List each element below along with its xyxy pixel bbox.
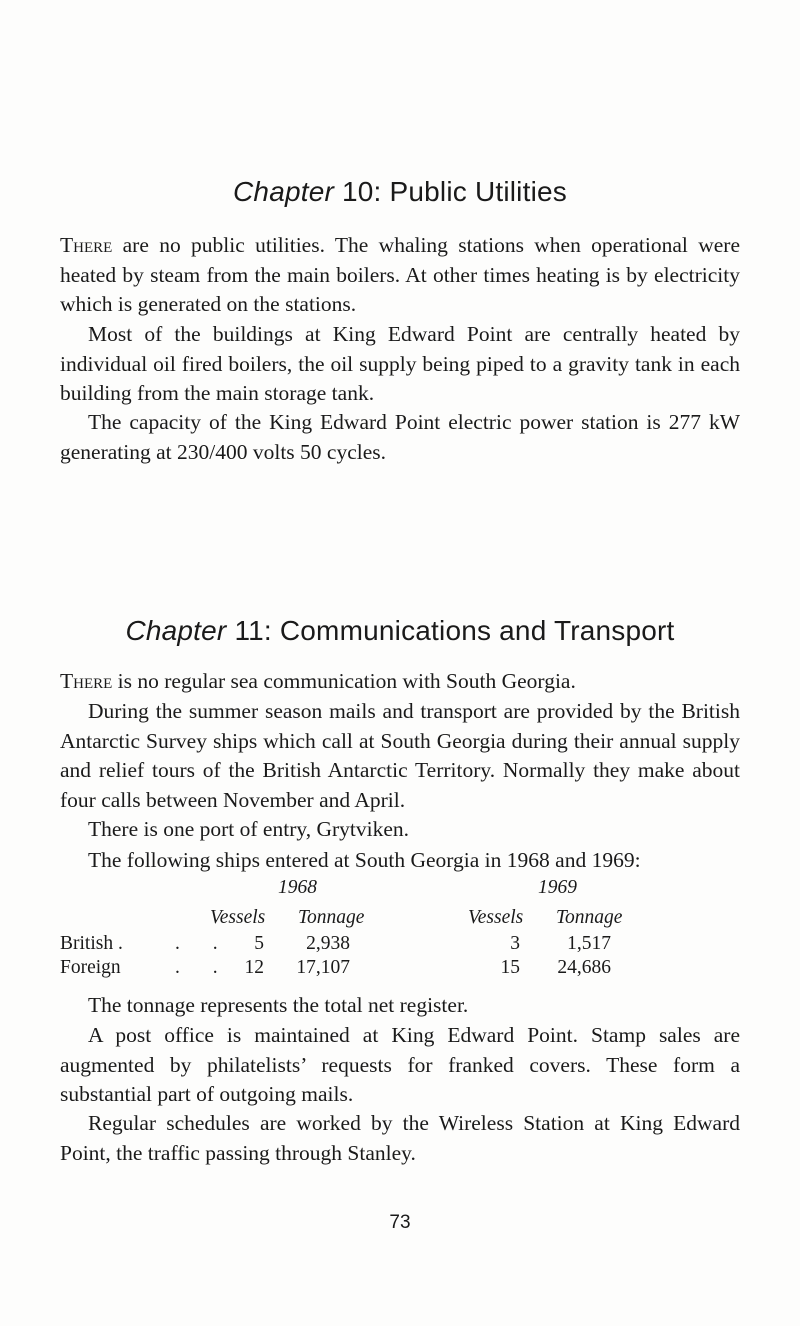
table-cell-foreign-vessels-1969: 15: [500, 957, 520, 978]
table-header-tonnage-1968: Tonnage: [298, 907, 365, 928]
chapter-10-paragraph-1: [60, 231, 740, 320]
table-cell-british-tonnage-1969: 1,517: [567, 933, 611, 954]
chapter-11-label: Chapter: [125, 615, 227, 646]
chapter-11-paragraph-2: During the summer season mails and transport are provided by the British Antarctic Survey ships which call at South Georgia during their annual supply and relief tours of the British Antarctic Territory. Normally they make about four calls between November and April.: [60, 699, 740, 812]
chapter-10-label: Chapter: [233, 176, 335, 207]
chapter-11-paragraph-6: A post office is maintained at King Edward Point. Stamp sales are augmented by philatelists’ requests for franked covers. These form a substantial part of outgoing mails.: [60, 1023, 740, 1106]
page-number: 73: [389, 1212, 411, 1233]
table-cell-foreign-vessels-1968: 12: [244, 957, 264, 978]
chapter-11-title: 11: Communications and Transport: [234, 615, 675, 646]
table-year-1969: 1969: [538, 877, 577, 898]
chapter-10-title: 10: Public Utilities: [342, 176, 567, 207]
table-header-tonnage-1969: Tonnage: [556, 907, 623, 928]
table-cell-british-tonnage-1968: 2,938: [306, 933, 350, 954]
table-year-1968: 1968: [278, 877, 317, 898]
table-cell-foreign-tonnage-1968: 17,107: [296, 957, 350, 978]
table-row-label-british: British .: [60, 933, 123, 954]
table-cell-foreign-tonnage-1969: 24,686: [557, 957, 611, 978]
table-cell-british-vessels-1968: 5: [254, 933, 264, 954]
chapter-11-paragraph-7: Regular schedules are worked by the Wireless Station at King Edward Point, the traffic passing through Stanley.: [60, 1111, 740, 1165]
chapter-11-paragraph-3: There is one port of entry, Grytviken.: [88, 817, 410, 841]
chapter-11-paragraph-4: The following ships entered at South Georgia in 1968 and 1969:: [88, 848, 641, 872]
table-row-label-foreign: Foreign: [60, 957, 121, 978]
table-header-vessels-1969: Vessels: [468, 907, 524, 928]
chapter-10-paragraph-1-text: are no public utilities. The whaling stations when operational were heated by steam from the main boilers. At other times heating is by electricity which is generated on the stations.: [60, 233, 740, 316]
chapter-11-paragraph-5: The tonnage represents the total net register.: [88, 993, 469, 1017]
chapter-11-paragraph-1-text: is no regular sea communication with South Georgia.: [112, 669, 576, 693]
chapter-11-paragraph-1: [60, 667, 740, 697]
table-row-leader-dots: . .: [175, 933, 232, 954]
chapter-10-lead-word: There: [60, 233, 113, 257]
chapter-10-paragraph-3: The capacity of the King Edward Point electric power station is 277 kW generating at 230/400 volts 50 cycles.: [60, 410, 740, 464]
chapter-11-heading: [0, 615, 800, 647]
chapter-10-heading: [0, 176, 800, 208]
table-cell-british-vessels-1969: 3: [510, 933, 520, 954]
chapter-11-lead-word: There: [60, 669, 113, 693]
chapter-10-paragraph-2: Most of the buildings at King Edward Point are centrally heated by individual oil fired boilers, the oil supply being piped to a gravity tank in each building from the main storage tank.: [60, 322, 740, 405]
table-row-leader-dots: . .: [175, 957, 232, 978]
table-header-vessels-1968: Vessels: [210, 907, 266, 928]
